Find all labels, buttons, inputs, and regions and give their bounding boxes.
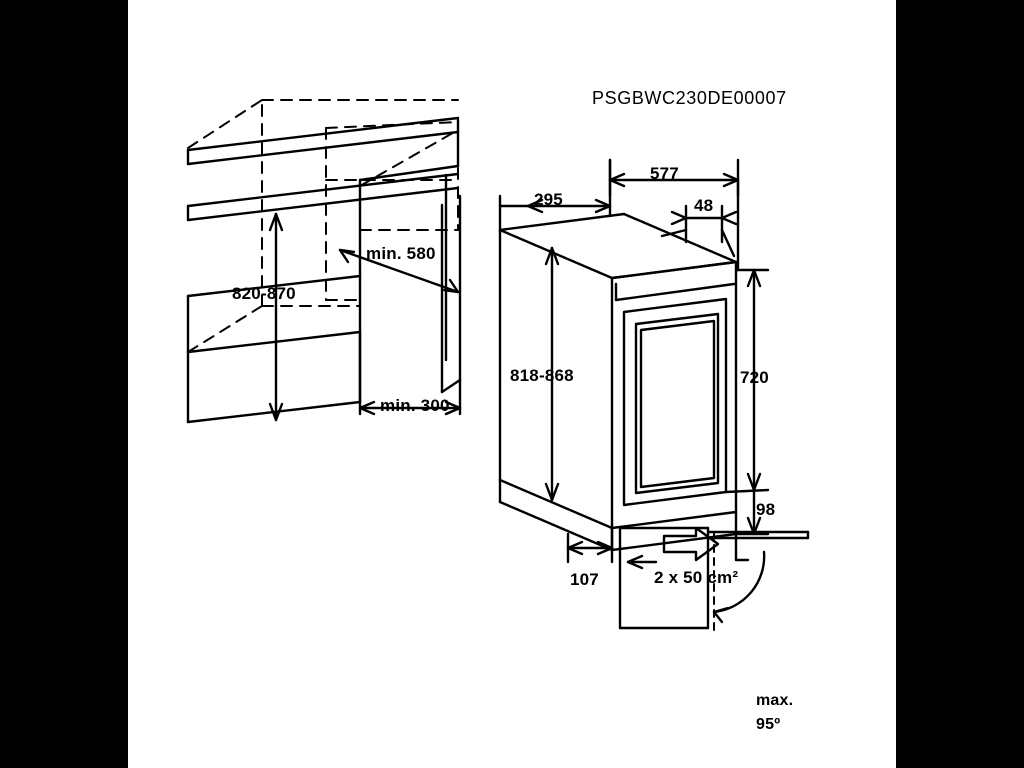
- niche-top-rail-lower: [188, 174, 458, 206]
- dim-label-niche-width-min: min. 580: [366, 244, 436, 263]
- drawing-code-label: PSGBWC230DE00007: [592, 88, 787, 108]
- dash-inner-top: [326, 122, 458, 128]
- dim-label-base-107: 107: [570, 570, 599, 589]
- dim-label-appliance-height: 818-868: [510, 366, 574, 385]
- dim-label-ventilation: 2 x 50 cm²: [654, 568, 739, 587]
- dim-label-depth-577: 577: [650, 164, 679, 183]
- dim-label-offset-48: 48: [694, 196, 714, 215]
- niche-top-rail-lower2: [188, 188, 458, 220]
- dim-label-door-height-720: 720: [740, 368, 769, 387]
- cabinet-inner-bottom: [442, 380, 460, 392]
- niche-top-rail-upper2: [188, 132, 458, 164]
- dim-label-niche-depth-min: min. 300: [380, 396, 450, 415]
- dash-top-back-a: [188, 100, 262, 148]
- ext-line-720-bottom: [726, 490, 768, 492]
- dim-arrow-min580-left: [340, 250, 354, 262]
- dim-label-niche-height: 820-870: [232, 284, 296, 303]
- ext-line-48-down-b: [722, 230, 734, 256]
- appliance-top-left: [500, 230, 612, 278]
- dim-arrow-48-left: [672, 212, 686, 224]
- dim-label-door-angle-value: 95º: [756, 716, 781, 733]
- niche-bottom-rail-upper: [188, 332, 360, 352]
- dim-arrow-48-right: [722, 212, 736, 224]
- appliance-trim-line: [616, 284, 734, 300]
- appliance-door-inner: [636, 314, 718, 493]
- appliance-door-glass: [641, 321, 714, 487]
- appliance-front-top: [612, 262, 736, 278]
- appliance-door-outer: [624, 299, 726, 505]
- technical-drawing-sheet: [128, 0, 896, 768]
- dim-label-plinth-98: 98: [756, 500, 776, 519]
- plinth-bottom-left: [500, 502, 612, 550]
- niche-panel-top: [360, 166, 458, 180]
- appliance-top-rear: [500, 214, 624, 230]
- dim-label-depth-295: 295: [534, 190, 563, 209]
- appliance-front-bottom: [612, 512, 736, 528]
- dim-label-door-angle-max: max.: [756, 692, 794, 709]
